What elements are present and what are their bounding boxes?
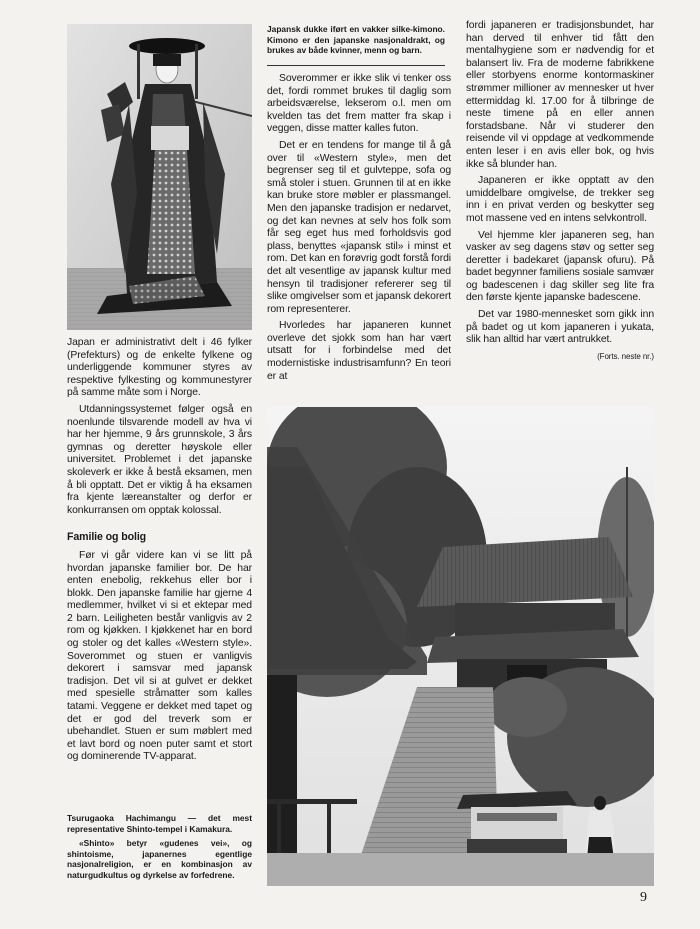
left-paragraph-1: Japan er administrativt delt i 46 fylker (Prefekturs) og de enkelte fylkene og underliggende kommuner styres av respektive fylkesting og kommunestyrer på samme måte som i Norge. [67, 337, 252, 399]
temple-photo [267, 407, 654, 886]
continued-note: (Forts. neste nr.) [597, 351, 654, 361]
left-column [67, 337, 252, 768]
right-column [466, 20, 654, 363]
right-paragraph-1: fordi japaneren er tradisjonsbundet, har han derved til enhver tid fått den mentalhygiene som er nødvendig for et balansert liv. Fra de moderne fabrikkene eller storbyens enorme kontormaskiner strømmer millioner av mennesker ut hver ettermiddag kl. 17.00 for å tilbringe de neste timene på en eller annen forstadsbane. Når vi studerer den reisende vil vi oppdage at vedkommende enten leser i en avis eller bok, og hvis ikke så blunder han. [466, 20, 654, 170]
doll-caption [267, 24, 445, 60]
middle-paragraph-2: Det er en tendens for mange til å gå over til «Western style», men det begrenser seg til et gulvteppe, sofa og små stoler i stuen. Grunnen til at en ikke kan bruke store møbler er plassmangel. Men den japanske tradisjon er nedarvet, og det kan nevnes at selv hos folk som får seg eget hus med forholdsvis god plass, benyttes «japansk stil» i minst et rom. Det kan en forøvrig godt forstå fordi det alt vesentlige av japansk kultur med hensyn til tradisjoner refererer seg til slike omgivelser som et japansk dekorert rom representerer. [267, 139, 451, 315]
doll-photo [67, 24, 252, 330]
temple-caption-body: «Shinto» betyr «gudenes vei», og shintoisme, japanernes egentlige nasjonalreligion, er en kombinasjon av naturgudkultus og dyrkelse av forfedrene. [67, 838, 252, 880]
middle-paragraph-1: Soverommer er ikke slik vi tenker oss det, fordi rommet brukes til daglig som arbeidsværelse, lekserom o.l. men om kvelden tas det frem matter fra skap i veggen, disse matter kalles futon. [267, 73, 451, 135]
middle-column [267, 73, 451, 387]
shinto-temple-image [267, 407, 654, 886]
section-heading-familie: Familie og bolig [67, 531, 147, 544]
temple-caption-title: Tsurugaoka Hachimangu — det mest representative Shinto-tempel i Kamakura. [67, 813, 252, 834]
doll-caption-text: Japansk dukke iført en vakker silke-kimono. Kimono er den japanske nasjonaldrakt, og brukes av både kvinner, menn og barn. [267, 24, 445, 56]
left-paragraph-3: Før vi går videre kan vi se litt på hvordan japanske familier bor. De har enten enebolig, rekkehus eller bor i blokk. Den japanske familie har gjerne 4 medlemmer, hvilket vi si et ektepar med 2 barn. Leiligheten består vanligvis av 2 rom og kjøkken. I kjøkkenet har en bord og stoler og det kalles «Western style». Soverommet og stuen er vanligvis dekorert i samsvar med japansk tradisjon. Det vil si at gulvet er dekket med spesielle stråmatter som kalles tatami. Veggene er dekket med tapet og det er god del treverk som er ubehandlet. Stuen er sum møblert med et lavt bord og noen puter samt et stort og dominerende TV-apparat. [67, 549, 252, 763]
page-number: 9 [640, 890, 647, 905]
right-paragraph-2: Japaneren er ikke opptatt av den umiddelbare omgivelse, de trekker seg inn i en privat verden og beskytter seg mot massene ved en intens selvkontroll. [466, 175, 654, 224]
right-paragraph-4: Det var 1980-mennesket som gikk inn på badet og ut kom japaneren i yukata, slik han alltid har vært antrukket. [466, 309, 654, 346]
temple-caption [67, 813, 252, 885]
doll-in-kimono-image [67, 24, 252, 330]
right-paragraph-3: Vel hjemme kler japaneren seg, han vasker av seg dagens støv og setter seg deretter i badekaret (japansk ofuru). På badet begynner familiens sosiale samvær og badescenen i dag skiller seg lite fra den første kjente japanske badescene. [466, 229, 654, 304]
middle-paragraph-3: Hvorledes har japaneren kunnet overleve det sjokk som han har vært utsatt for i forbindelse med det modernistiske industrisamfunn? En teori er at [267, 320, 451, 382]
caption-divider [267, 65, 445, 66]
left-paragraph-2: Utdanningssystemet følger også en noenlunde tilsvarende modell av hva vi har her hjemme, 9 års grunnskole, 3 års gymnas og deretter høyskole eller universitet. Problemet i det japanske skoleverk er ikke å bestå eksamen, men å bli opptatt. Det er viktig å ha eksamen fra kjente læreanstalter og derfor er konkurransen om opptak kolossal. [67, 403, 252, 516]
